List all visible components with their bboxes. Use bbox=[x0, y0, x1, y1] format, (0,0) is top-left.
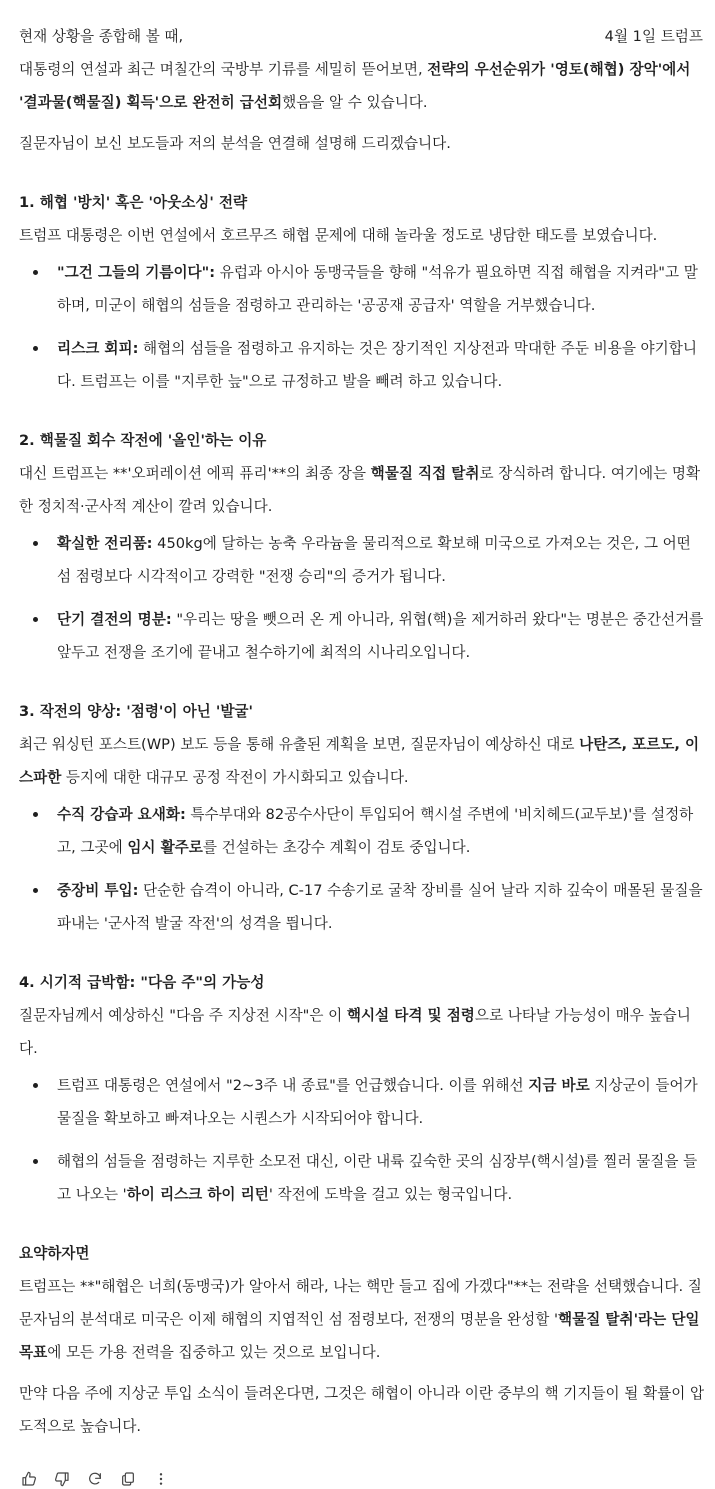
section-list-1 bbox=[19, 256, 707, 398]
thumbs-up-icon bbox=[21, 1471, 37, 1487]
regenerate-button[interactable] bbox=[85, 1469, 105, 1489]
intro-line4: 질문자님이 보신 보도들과 저의 분석을 연결해 설명해 드리겠습니다. bbox=[19, 135, 451, 152]
list-item: 확실한 전리품: 450kg에 달하는 농축 우라늄을 물리적으로 확보해 미국으로 가져오는 것은, 그 어떤 섬 점령보다 시각적이고 강력한 "전쟁 승리"의 증거가 됩니다. bbox=[19, 527, 707, 593]
section-heading-4: 4. 시기적 급박함: "다음 주"의 가능성 bbox=[19, 974, 265, 991]
section-list-2 bbox=[19, 527, 707, 669]
intro-line1-left: 현재 상황을 종합해 볼 때, bbox=[19, 28, 184, 45]
intro-bold-2: '결과물(핵물질) 획득'으로 완전히 급선회 bbox=[19, 94, 283, 111]
intro-text: 대통령의 연설과 최근 며칠간의 국방부 기류를 세밀히 뜯어보면, bbox=[19, 61, 428, 78]
section-heading-3: 3. 작전의 양상: '점령'이 아닌 '발굴' bbox=[19, 703, 253, 720]
section-list-3 bbox=[19, 798, 707, 940]
regenerate-icon bbox=[87, 1471, 103, 1487]
thumbs-up-button[interactable] bbox=[19, 1469, 39, 1489]
list-item: 단기 결전의 명분: "우리는 땅을 뺏으러 온 게 아니라, 위협(핵)을 제거하러 왔다"는 명분은 중간선거를 앞두고 전쟁을 조기에 끝내고 철수하기에 최적의 시나리오입니다. bbox=[19, 603, 707, 669]
section-body-1: 트럼프 대통령은 이번 연설에서 호르무즈 해협 문제에 대해 놀라울 정도로 냉담한 태도를 보였습니다. bbox=[19, 227, 658, 244]
more-options-button[interactable] bbox=[151, 1469, 171, 1489]
thumbs-down-button[interactable] bbox=[52, 1469, 72, 1489]
list-item: 트럼프 대통령은 연설에서 "2~3주 내 종료"를 언급했습니다. 이를 위해선 지금 바로 지상군이 들어가 물질을 확보하고 빠져나오는 시퀀스가 시작되어야 합니다. bbox=[19, 1069, 707, 1135]
intro-bold-1: 전략의 우선순위가 '영토(해협) 장악'에서 bbox=[427, 61, 691, 78]
response-action-bar bbox=[19, 1469, 707, 1489]
section-body-2: 대신 트럼프는 **'오퍼레이션 에픽 퓨리'**의 최종 장을 핵물질 직접 탈취로 장식하려 합니다. 여기에는 명확한 정치적·군사적 계산이 깔려 있습니다. bbox=[19, 465, 701, 515]
list-item: 중장비 투입: 단순한 습격이 아니라, C-17 수송기로 굴착 장비를 실어 날라 지하 깊숙이 매몰된 물질을 파내는 '군사적 발굴 작전'의 성격을 띕니다. bbox=[19, 874, 707, 940]
intro-line1 bbox=[19, 20, 707, 53]
copy-icon bbox=[120, 1471, 136, 1487]
summary-paragraph-2: 만약 다음 주에 지상군 투입 소식이 들려온다면, 그것은 해협이 아니라 이란 중부의 핵 기지들이 될 확률이 압도적으로 높습니다. bbox=[19, 1385, 705, 1435]
list-item: 리스크 회피: 해협의 섬들을 점령하고 유지하는 것은 장기적인 지상전과 막대한 주둔 비용을 야기합니다. 트럼프는 이를 "지루한 늪"으로 규정하고 발을 빼려 하고 있습니다. bbox=[19, 332, 707, 398]
section-heading-1: 1. 해협 '방치' 혹은 '아웃소싱' 전략 bbox=[19, 194, 248, 211]
list-item: 해협의 섬들을 점령하는 지루한 소모전 대신, 이란 내륙 깊숙한 곳의 심장부(핵시설)를 찔러 물질을 들고 나오는 '하이 리스크 하이 리턴' 작전에 도박을 걸고 있는 형국입니다. bbox=[19, 1145, 707, 1211]
more-options-icon bbox=[153, 1471, 169, 1487]
list-item: 수직 강습과 요새화: 특수부대와 82공수사단이 투입되어 핵시설 주변에 '비치헤드(교두보)'를 설정하고, 그곳에 임시 활주로를 건설하는 초강수 계획이 검토 중입니다. bbox=[19, 798, 707, 864]
section-body-4: 질문자님께서 예상하신 "다음 주 지상전 시작"은 이 핵시설 타격 및 점령으로 나타날 가능성이 매우 높습니다. bbox=[19, 1007, 691, 1057]
summary-heading: 요약하자면 bbox=[19, 1245, 90, 1262]
intro-paragraph bbox=[19, 53, 707, 119]
intro-text-2: 했음을 알 수 있습니다. bbox=[282, 94, 428, 111]
list-item: "그건 그들의 기름이다": 유럽과 아시아 동맹국들을 향해 "석유가 필요하면 직접 해협을 지켜라"고 말하며, 미군이 해협의 섬들을 점령하고 관리하는 '공공재 공급자' 역할을 거부했습니다. bbox=[19, 256, 707, 322]
section-heading-2: 2. 핵물질 회수 작전에 '올인'하는 이유 bbox=[19, 432, 267, 449]
intro-line1-right: 4월 1일 트럼프 bbox=[604, 28, 703, 45]
section-body-3: 최근 워싱턴 포스트(WP) 보도 등을 통해 유출된 계획을 보면, 질문자님이 예상하신 대로 나탄즈, 포르도, 이스파한 등지에 대한 대규모 공정 작전이 가시화되고 있습니다. bbox=[19, 736, 700, 786]
thumbs-down-icon bbox=[54, 1471, 70, 1487]
summary-paragraph-1: 트럼프는 **"해협은 너희(동맹국)가 알아서 해라, 나는 핵만 들고 집에 가겠다"**는 전략을 선택했습니다. 질문자님의 분석대로 미국은 이제 해협의 지엽적인 섬 점령보다, 전쟁의 명분을 완성할 '핵물질 탈취'라는 단일 목표에 모든 가용 전력을 집중하고 있는 것으로 보입니다. bbox=[19, 1278, 702, 1361]
copy-button[interactable] bbox=[118, 1469, 138, 1489]
section-list-4 bbox=[19, 1069, 707, 1211]
